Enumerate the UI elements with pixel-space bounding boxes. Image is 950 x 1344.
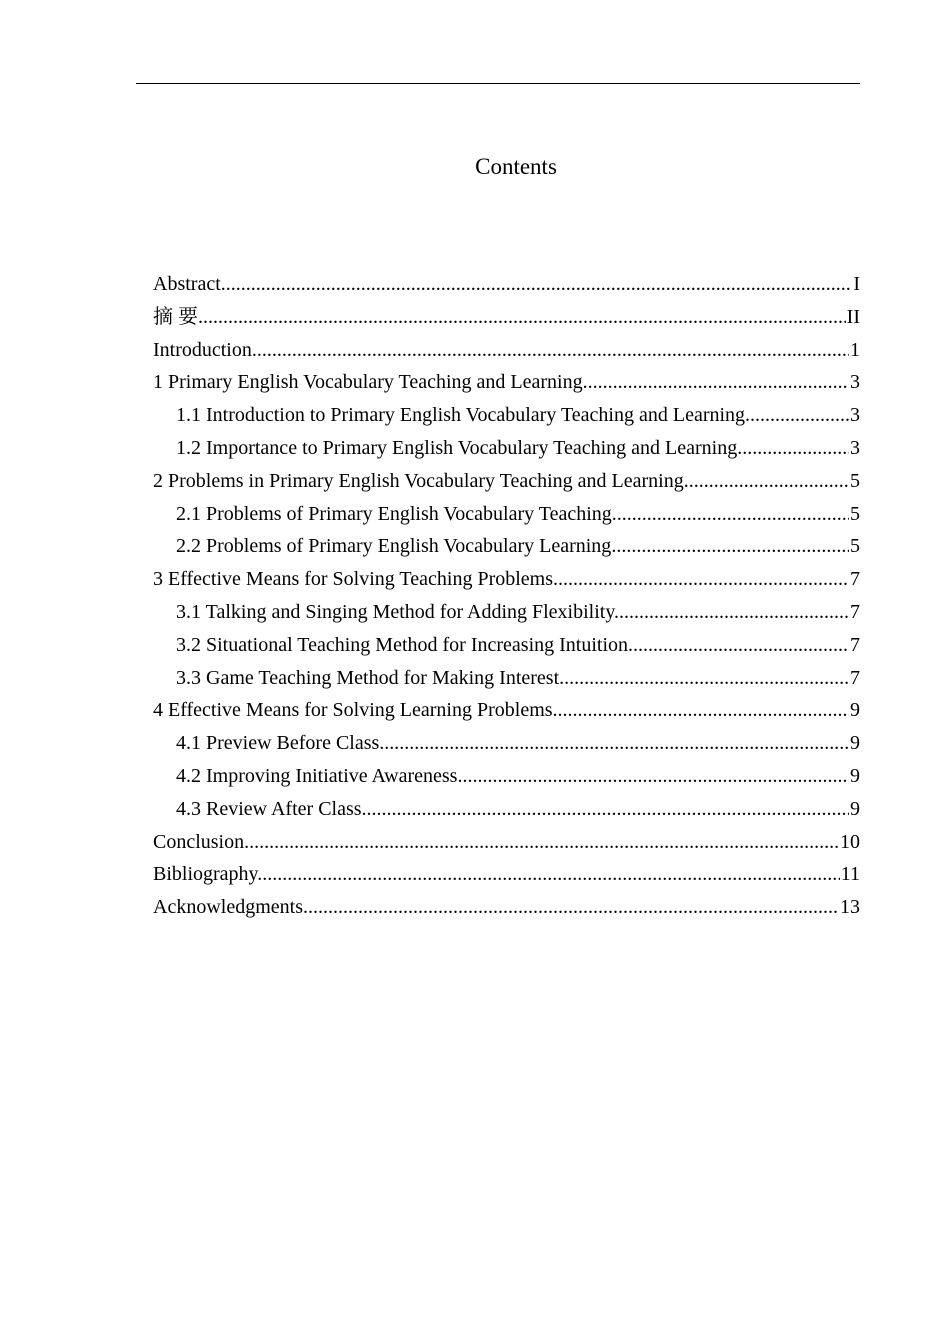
toc-entry-section-4-2[interactable] [153, 760, 860, 793]
toc-entry-section-3-3[interactable] [153, 662, 860, 695]
toc-entry-title: 1 Primary English Vocabulary Teaching and Learning [153, 371, 583, 394]
toc-page-number: 1 [849, 334, 860, 367]
toc-entry-bibliography[interactable] [153, 858, 860, 891]
toc-entry-section-2-1[interactable] [153, 498, 860, 531]
toc-entry-section-4-3[interactable] [153, 793, 860, 826]
toc-page-number: I [852, 268, 860, 301]
toc-entry-chapter-1[interactable] [153, 366, 860, 399]
toc-page-number: 9 [849, 727, 860, 760]
toc-entry-title: 摘 要 [153, 305, 198, 328]
toc-entry-section-1-1[interactable] [153, 399, 860, 432]
toc-entry-title: 3 Effective Means for Solving Teaching Problems [153, 568, 553, 591]
toc-entry-abstract[interactable] [153, 268, 860, 301]
page-title: Contents [475, 154, 557, 179]
toc-entry-section-4-1[interactable] [153, 727, 860, 760]
toc-page-number: 7 [849, 596, 860, 629]
toc-entry-title: 3.3 Game Teaching Method for Making Interest [176, 666, 560, 689]
toc-entry-section-1-2[interactable] [153, 432, 860, 465]
toc-entry-title: Conclusion [153, 830, 245, 853]
toc-page-number: 3 [849, 399, 860, 432]
toc-entry-title: 2.2 Problems of Primary English Vocabulary Learning [176, 535, 612, 558]
toc-page-number: 9 [849, 793, 860, 826]
toc-page-number: 5 [849, 530, 860, 563]
toc-entry-title: 4.2 Improving Initiative Awareness [176, 764, 458, 787]
toc-page-number: 9 [849, 694, 860, 727]
toc-page-number: 5 [849, 465, 860, 498]
header-rule [136, 83, 860, 84]
toc-page-number: II [846, 301, 860, 334]
toc-entry-title: Introduction [153, 338, 252, 361]
toc-entry-chinese-abstract[interactable] [153, 301, 860, 334]
toc-entry-acknowledgments[interactable] [153, 891, 860, 924]
toc-entry-title: 4 Effective Means for Solving Learning Problems [153, 699, 553, 722]
toc-entry-introduction[interactable] [153, 334, 860, 367]
toc-entry-chapter-3[interactable] [153, 563, 860, 596]
toc-entry-title: 2 Problems in Primary English Vocabulary Teaching and Learning [153, 469, 684, 492]
toc-entry-section-3-2[interactable] [153, 629, 860, 662]
toc-page-number: 7 [849, 662, 860, 695]
toc-page-number: 13 [839, 891, 860, 924]
toc-entry-title: 3.1 Talking and Singing Method for Adding Flexibility [176, 600, 615, 623]
toc-entry-title: 4.1 Preview Before Class [176, 732, 380, 755]
toc-entry-title: 1.2 Importance to Primary English Vocabulary Teaching and Learning [176, 436, 738, 459]
toc-page-number: 7 [849, 629, 860, 662]
toc-page-number: 3 [849, 432, 860, 465]
toc-entry-conclusion[interactable] [153, 826, 860, 859]
toc-entry-title: Acknowledgments [153, 896, 303, 919]
toc-entry-title: 1.1 Introduction to Primary English Vocabulary Teaching and Learning. [176, 404, 751, 427]
toc-entry-chapter-2[interactable] [153, 465, 860, 498]
toc-entry-chapter-4[interactable] [153, 694, 860, 727]
toc-page-number: 9 [849, 760, 860, 793]
toc-page-number: 3 [849, 366, 860, 399]
toc-entry-section-2-2[interactable] [153, 530, 860, 563]
toc-entry-section-3-1[interactable] [153, 596, 860, 629]
toc-entry-title: Bibliography [153, 863, 258, 886]
toc-entry-title: 2.1 Problems of Primary English Vocabulary Teaching [176, 502, 612, 525]
toc-page-number: 5 [849, 498, 860, 531]
toc-entry-title: 3.2 Situational Teaching Method for Increasing Intuition [176, 633, 629, 656]
toc-page-number: 10 [839, 826, 860, 859]
toc-page-number: 7 [849, 563, 860, 596]
table-of-contents [153, 268, 860, 924]
toc-entry-title: Abstract [153, 273, 221, 295]
toc-entry-title: 4.3 Review After Class [176, 797, 362, 820]
toc-page-number: 11 [840, 858, 860, 891]
